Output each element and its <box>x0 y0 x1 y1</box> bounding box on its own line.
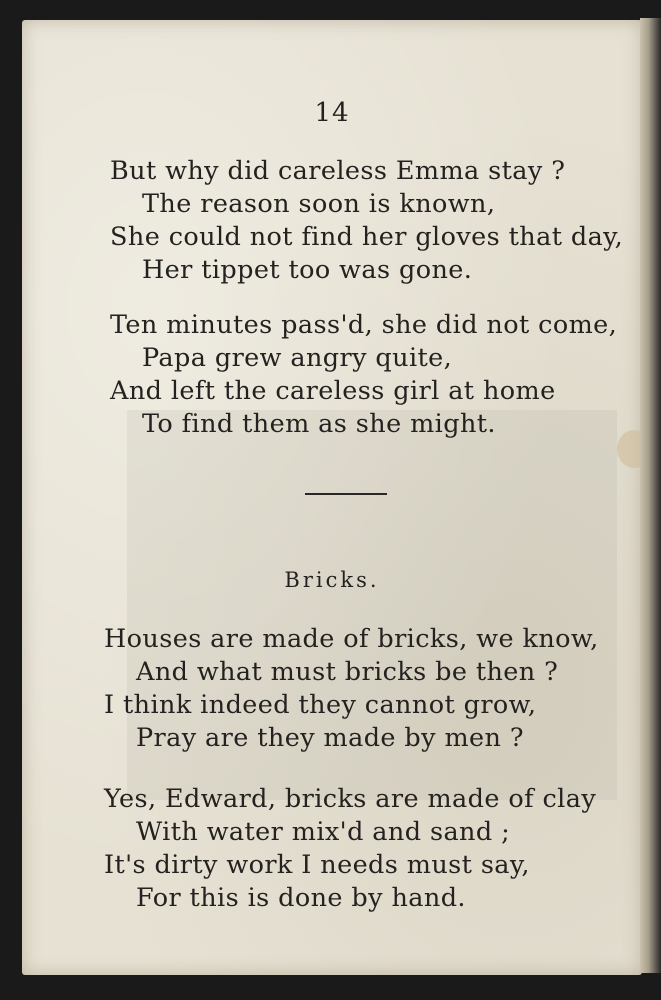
verse-line: Papa grew angry quite, <box>142 343 453 373</box>
verse-line: Houses are made of bricks, we know, <box>104 624 599 654</box>
verse-line: Pray are they made by men ? <box>136 723 524 753</box>
page-text <box>22 20 642 975</box>
verse-line: I think indeed they cannot grow, <box>104 690 537 720</box>
section-divider <box>305 493 387 495</box>
verse-line: Ten minutes pass'd, she did not come, <box>110 310 618 340</box>
verse-line: And what must bricks be then ? <box>136 657 559 687</box>
verse-line: Yes, Edward, bricks are made of clay <box>104 784 597 814</box>
paper-page <box>22 20 642 975</box>
verse-line: Her tippet too was gone. <box>142 255 473 285</box>
verse-line: With water mix'd and sand ; <box>136 817 511 847</box>
verse-line: It's dirty work I needs must say, <box>104 850 530 880</box>
poem-title: Bricks. <box>284 568 380 592</box>
page-number: 14 <box>314 98 350 128</box>
verse-line: For this is done by hand. <box>136 883 466 913</box>
verse-line: To find them as she might. <box>142 409 496 439</box>
verse-line: But why did careless Emma stay ? <box>110 156 566 186</box>
verse-line: She could not find her gloves that day, <box>110 222 624 252</box>
adjacent-page-edge <box>640 18 661 973</box>
verse-line: The reason soon is known, <box>142 189 496 219</box>
verse-line: And left the careless girl at home <box>110 376 556 406</box>
